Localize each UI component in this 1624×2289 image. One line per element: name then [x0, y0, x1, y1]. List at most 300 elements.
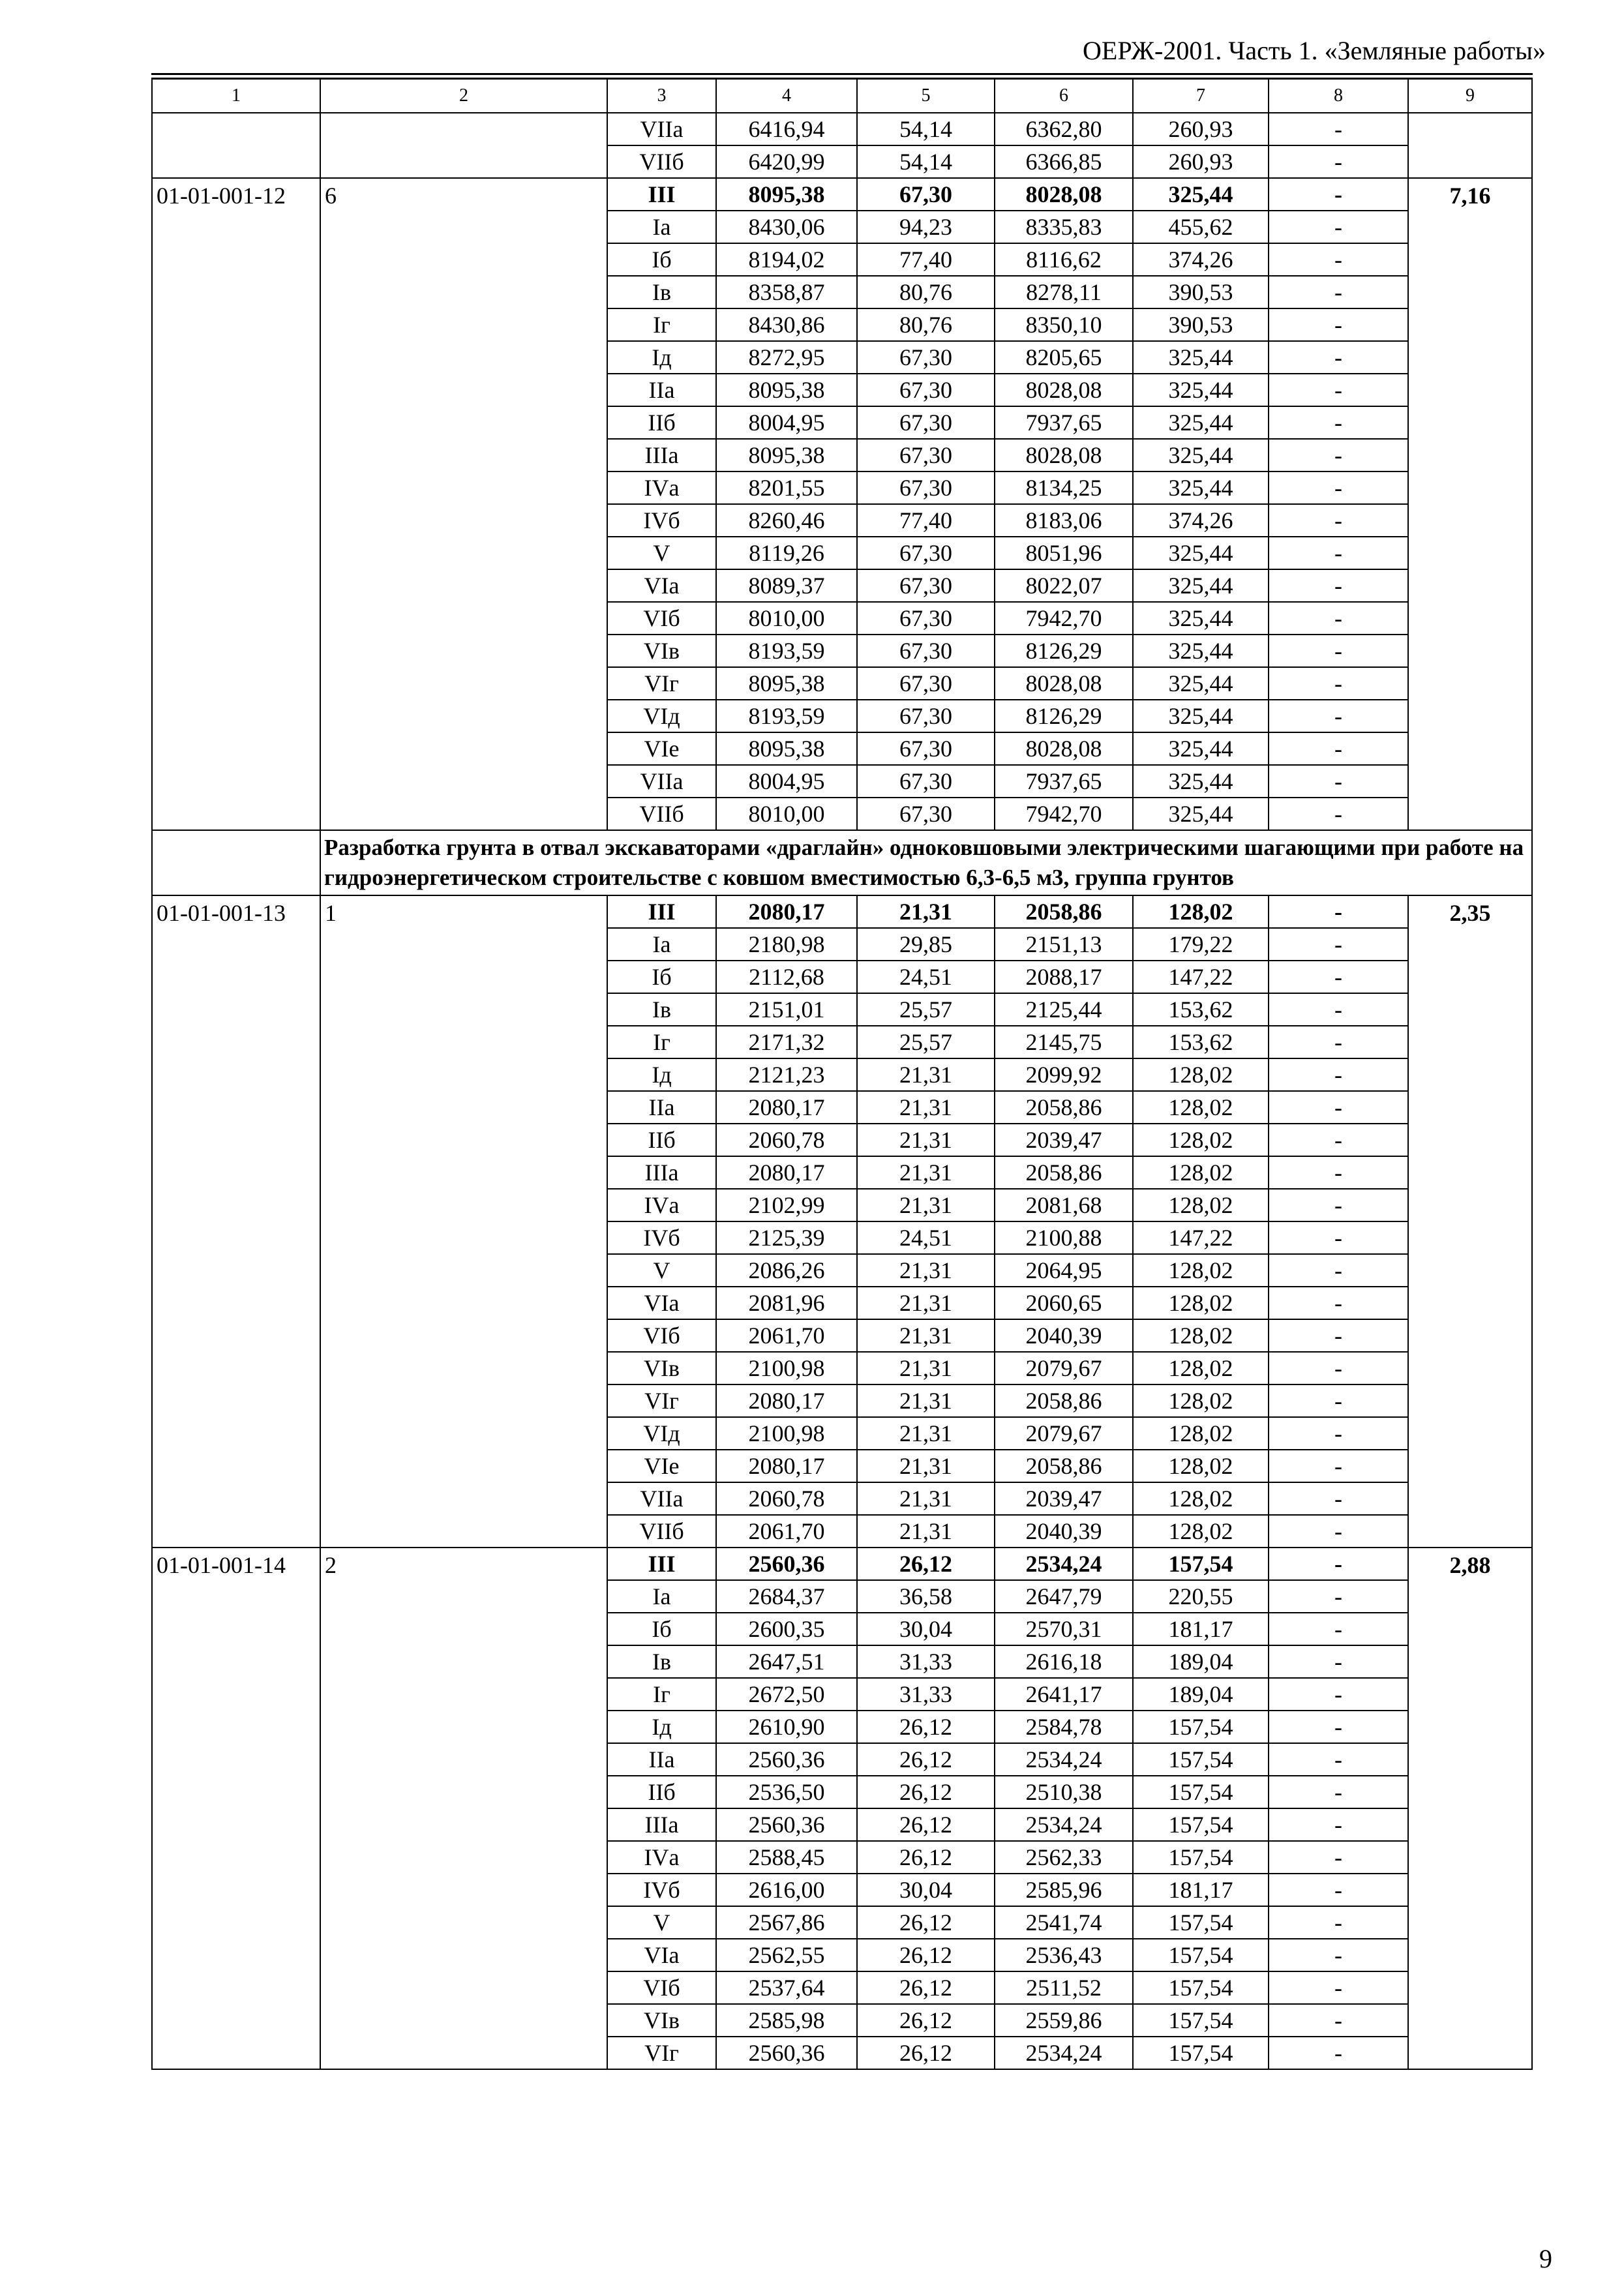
materials-cell: -: [1269, 1580, 1408, 1613]
labor-wages-cell: 67,30: [857, 537, 995, 569]
materials-cell: -: [1269, 1352, 1408, 1384]
labor-wages-cell: 21,31: [857, 1482, 995, 1515]
direct-cost-cell: 8119,26: [716, 537, 857, 569]
direct-cost-cell: 2080,17: [716, 1450, 857, 1482]
machine-cost-cell: 8022,07: [995, 569, 1133, 602]
materials-cell: -: [1269, 243, 1408, 276]
materials-cell: -: [1269, 113, 1408, 145]
soil-group-cell: IIа: [607, 374, 716, 406]
direct-cost-cell: 2600,35: [716, 1613, 857, 1645]
soil-group-cell: Iа: [607, 928, 716, 961]
materials-cell: -: [1269, 1384, 1408, 1417]
operator-wages-cell: 220,55: [1133, 1580, 1269, 1613]
operator-wages-cell: 147,22: [1133, 961, 1269, 993]
labor-wages-cell: 24,51: [857, 961, 995, 993]
operator-wages-cell: 260,93: [1133, 113, 1269, 145]
labor-wages-cell: 21,31: [857, 1384, 995, 1417]
labor-wages-cell: 26,12: [857, 1906, 995, 1939]
direct-cost-cell: 2151,01: [716, 993, 857, 1026]
labor-hours: [1408, 113, 1532, 178]
rate-code: 01-01-001-14: [152, 1548, 320, 2069]
operator-wages-cell: 325,44: [1133, 798, 1269, 830]
soil-group-cell: VIд: [607, 1417, 716, 1450]
operator-wages-cell: 157,54: [1133, 1939, 1269, 1971]
machine-cost-cell: 2058,86: [995, 1091, 1133, 1124]
soil-group-cell: VIIа: [607, 765, 716, 798]
materials-cell: -: [1269, 471, 1408, 504]
operator-wages-cell: 325,44: [1133, 635, 1269, 667]
soil-group-cell: VIа: [607, 1287, 716, 1319]
direct-cost-cell: 2081,96: [716, 1287, 857, 1319]
materials-cell: -: [1269, 178, 1408, 211]
machine-cost-cell: 7942,70: [995, 602, 1133, 635]
labor-wages-cell: 21,31: [857, 1058, 995, 1091]
direct-cost-cell: 8095,38: [716, 439, 857, 471]
rate-code: 01-01-001-12: [152, 178, 320, 830]
labor-wages-cell: 31,33: [857, 1645, 995, 1678]
operator-wages-cell: 325,44: [1133, 439, 1269, 471]
machine-cost-cell: 2099,92: [995, 1058, 1133, 1091]
soil-group-cell: VIа: [607, 1939, 716, 1971]
column-number: 3: [607, 79, 716, 113]
operator-wages-cell: 157,54: [1133, 1808, 1269, 1841]
operator-wages-cell: 325,44: [1133, 765, 1269, 798]
soil-group-cell: Iг: [607, 1026, 716, 1058]
direct-cost-cell: 2616,00: [716, 1874, 857, 1906]
machine-cost-cell: 2534,24: [995, 1808, 1133, 1841]
operator-wages-cell: 325,44: [1133, 700, 1269, 732]
labor-wages-cell: 21,31: [857, 1417, 995, 1450]
materials-cell: -: [1269, 1450, 1408, 1482]
machine-cost-cell: 2570,31: [995, 1613, 1133, 1645]
column-number: 8: [1269, 79, 1408, 113]
machine-cost-cell: 8028,08: [995, 439, 1133, 471]
direct-cost-cell: 8095,38: [716, 667, 857, 700]
table-row: [152, 113, 1532, 145]
machine-cost-cell: 2064,95: [995, 1254, 1133, 1287]
operator-wages-cell: 157,54: [1133, 1841, 1269, 1874]
operator-wages-cell: 390,53: [1133, 308, 1269, 341]
direct-cost-cell: 8095,38: [716, 178, 857, 211]
machine-cost-cell: 2559,86: [995, 2004, 1133, 2037]
column-number: 2: [320, 79, 607, 113]
machine-cost-cell: 7937,65: [995, 765, 1133, 798]
operator-wages-cell: 128,02: [1133, 1515, 1269, 1548]
rate-code: [152, 113, 320, 178]
table-row: [152, 178, 1532, 211]
direct-cost-cell: 2080,17: [716, 1384, 857, 1417]
materials-cell: -: [1269, 1548, 1408, 1580]
soil-group-cell: Iд: [607, 1058, 716, 1091]
soil-group-cell: V: [607, 1254, 716, 1287]
soil-group-cell: VIб: [607, 1971, 716, 2004]
direct-cost-cell: 2560,36: [716, 1548, 857, 1580]
labor-wages-cell: 21,31: [857, 1189, 995, 1221]
labor-hours: 2,35: [1408, 895, 1532, 1548]
machine-cost-cell: 8278,11: [995, 276, 1133, 308]
labor-wages-cell: 26,12: [857, 1776, 995, 1808]
machine-cost-cell: 2584,78: [995, 1711, 1133, 1743]
labor-wages-cell: 25,57: [857, 1026, 995, 1058]
materials-cell: -: [1269, 276, 1408, 308]
labor-wages-cell: 80,76: [857, 308, 995, 341]
operator-wages-cell: 189,04: [1133, 1645, 1269, 1678]
header-rule: [151, 73, 1533, 75]
machine-cost-cell: 8126,29: [995, 635, 1133, 667]
direct-cost-cell: 2061,70: [716, 1319, 857, 1352]
direct-cost-cell: 2102,99: [716, 1189, 857, 1221]
direct-cost-cell: 2121,23: [716, 1058, 857, 1091]
direct-cost-cell: 2536,50: [716, 1776, 857, 1808]
soil-group-cell: VIе: [607, 732, 716, 765]
machine-cost-cell: 2541,74: [995, 1906, 1133, 1939]
table-row: [152, 1548, 1532, 1580]
materials-cell: -: [1269, 1156, 1408, 1189]
direct-cost-cell: 8194,02: [716, 243, 857, 276]
labor-wages-cell: 67,30: [857, 602, 995, 635]
direct-cost-cell: 2647,51: [716, 1645, 857, 1678]
machine-cost-cell: 2647,79: [995, 1580, 1133, 1613]
soil-group-cell: IVа: [607, 1189, 716, 1221]
operator-wages-cell: 374,26: [1133, 243, 1269, 276]
machine-cost-cell: 2040,39: [995, 1515, 1133, 1548]
operator-wages-cell: 157,54: [1133, 1711, 1269, 1743]
direct-cost-cell: 2684,37: [716, 1580, 857, 1613]
direct-cost-cell: 2060,78: [716, 1124, 857, 1156]
table-body: [152, 79, 1532, 2069]
machine-cost-cell: 8134,25: [995, 471, 1133, 504]
labor-wages-cell: 26,12: [857, 1808, 995, 1841]
operator-wages-cell: 153,62: [1133, 1026, 1269, 1058]
operator-wages-cell: 157,54: [1133, 1548, 1269, 1580]
materials-cell: -: [1269, 1124, 1408, 1156]
labor-wages-cell: 67,30: [857, 471, 995, 504]
labor-wages-cell: 30,04: [857, 1613, 995, 1645]
machine-cost-cell: 8028,08: [995, 732, 1133, 765]
labor-wages-cell: 26,12: [857, 1971, 995, 2004]
materials-cell: -: [1269, 1091, 1408, 1124]
direct-cost-cell: 8010,00: [716, 602, 857, 635]
machine-cost-cell: 2058,86: [995, 895, 1133, 928]
soil-group-cell: VIг: [607, 2037, 716, 2069]
labor-wages-cell: 26,12: [857, 1743, 995, 1776]
materials-cell: -: [1269, 602, 1408, 635]
operator-wages-cell: 325,44: [1133, 732, 1269, 765]
operator-wages-cell: 189,04: [1133, 1678, 1269, 1711]
operator-wages-cell: 157,54: [1133, 1743, 1269, 1776]
labor-wages-cell: 77,40: [857, 243, 995, 276]
machine-cost-cell: 2039,47: [995, 1482, 1133, 1515]
operator-wages-cell: 128,02: [1133, 1384, 1269, 1417]
direct-cost-cell: 2537,64: [716, 1971, 857, 2004]
operator-wages-cell: 128,02: [1133, 1482, 1269, 1515]
machine-cost-cell: 2534,24: [995, 1743, 1133, 1776]
soil-group-cell: VIIб: [607, 798, 716, 830]
soil-group-cell: IVб: [607, 504, 716, 537]
operator-wages-cell: 325,44: [1133, 374, 1269, 406]
soil-group-cell: Iг: [607, 308, 716, 341]
materials-cell: -: [1269, 1906, 1408, 1939]
machine-cost-cell: 7942,70: [995, 798, 1133, 830]
materials-cell: -: [1269, 2037, 1408, 2069]
machine-cost-cell: 2511,52: [995, 1971, 1133, 2004]
page-number: 9: [1539, 2244, 1552, 2273]
materials-cell: -: [1269, 798, 1408, 830]
materials-cell: -: [1269, 1058, 1408, 1091]
direct-cost-cell: 2180,98: [716, 928, 857, 961]
soil-group-cell: VIIб: [607, 1515, 716, 1548]
soil-group-cell: IVб: [607, 1221, 716, 1254]
labor-wages-cell: 26,12: [857, 1548, 995, 1580]
soil-group-cell: VIб: [607, 602, 716, 635]
labor-wages-cell: 26,12: [857, 2004, 995, 2037]
labor-hours: 7,16: [1408, 178, 1532, 830]
machine-cost-cell: 8350,10: [995, 308, 1133, 341]
soil-group-cell: VIб: [607, 1319, 716, 1352]
soil-group-cell: IIIа: [607, 439, 716, 471]
labor-wages-cell: 67,30: [857, 341, 995, 374]
soil-group-cell: Iб: [607, 1613, 716, 1645]
column-number: 5: [857, 79, 995, 113]
direct-cost-cell: 2061,70: [716, 1515, 857, 1548]
soil-group-cell: VIе: [607, 1450, 716, 1482]
rate-code: 01-01-001-13: [152, 895, 320, 1548]
operator-wages-cell: 128,02: [1133, 1189, 1269, 1221]
operator-wages-cell: 181,17: [1133, 1613, 1269, 1645]
materials-cell: -: [1269, 1417, 1408, 1450]
direct-cost-cell: 8201,55: [716, 471, 857, 504]
operator-wages-cell: 157,54: [1133, 1776, 1269, 1808]
item-number: 1: [320, 895, 607, 1548]
materials-cell: -: [1269, 211, 1408, 243]
direct-cost-cell: 2672,50: [716, 1678, 857, 1711]
operator-wages-cell: 325,44: [1133, 537, 1269, 569]
operator-wages-cell: 325,44: [1133, 471, 1269, 504]
labor-wages-cell: 67,30: [857, 439, 995, 471]
materials-cell: -: [1269, 1874, 1408, 1906]
direct-cost-cell: 8260,46: [716, 504, 857, 537]
operator-wages-cell: 325,44: [1133, 602, 1269, 635]
labor-wages-cell: 21,31: [857, 1319, 995, 1352]
machine-cost-cell: 2079,67: [995, 1417, 1133, 1450]
materials-cell: -: [1269, 504, 1408, 537]
direct-cost-cell: 2171,32: [716, 1026, 857, 1058]
materials-cell: -: [1269, 895, 1408, 928]
direct-cost-cell: 2100,98: [716, 1417, 857, 1450]
direct-cost-cell: 6420,99: [716, 145, 857, 178]
direct-cost-cell: 8095,38: [716, 732, 857, 765]
machine-cost-cell: 8183,06: [995, 504, 1133, 537]
machine-cost-cell: 2058,86: [995, 1450, 1133, 1482]
direct-cost-cell: 2560,36: [716, 1743, 857, 1776]
soil-group-cell: Iв: [607, 276, 716, 308]
soil-group-cell: III: [607, 1548, 716, 1580]
direct-cost-cell: 8010,00: [716, 798, 857, 830]
machine-cost-cell: 2125,44: [995, 993, 1133, 1026]
column-number: 9: [1408, 79, 1532, 113]
labor-wages-cell: 26,12: [857, 1841, 995, 1874]
machine-cost-cell: 2641,17: [995, 1678, 1133, 1711]
machine-cost-cell: 2058,86: [995, 1384, 1133, 1417]
direct-cost-cell: 8272,95: [716, 341, 857, 374]
machine-cost-cell: 2079,67: [995, 1352, 1133, 1384]
materials-cell: -: [1269, 374, 1408, 406]
labor-wages-cell: 21,31: [857, 1156, 995, 1189]
labor-wages-cell: 67,30: [857, 178, 995, 211]
labor-wages-cell: 21,31: [857, 1254, 995, 1287]
direct-cost-cell: 8004,95: [716, 765, 857, 798]
machine-cost-cell: 8051,96: [995, 537, 1133, 569]
soil-group-cell: V: [607, 537, 716, 569]
labor-wages-cell: 67,30: [857, 732, 995, 765]
soil-group-cell: VIг: [607, 667, 716, 700]
operator-wages-cell: 325,44: [1133, 667, 1269, 700]
soil-group-cell: IIа: [607, 1743, 716, 1776]
machine-cost-cell: 2088,17: [995, 961, 1133, 993]
soil-group-cell: Iв: [607, 993, 716, 1026]
operator-wages-cell: 128,02: [1133, 1417, 1269, 1450]
operator-wages-cell: 128,02: [1133, 1058, 1269, 1091]
materials-cell: -: [1269, 439, 1408, 471]
soil-group-cell: V: [607, 1906, 716, 1939]
labor-wages-cell: 67,30: [857, 374, 995, 406]
machine-cost-cell: 2060,65: [995, 1287, 1133, 1319]
direct-cost-cell: 2060,78: [716, 1482, 857, 1515]
soil-group-cell: VIIа: [607, 113, 716, 145]
materials-cell: -: [1269, 1319, 1408, 1352]
direct-cost-cell: 8193,59: [716, 700, 857, 732]
labor-wages-cell: 36,58: [857, 1580, 995, 1613]
section-row: [152, 830, 1532, 895]
materials-cell: -: [1269, 1026, 1408, 1058]
materials-cell: -: [1269, 1808, 1408, 1841]
operator-wages-cell: 260,93: [1133, 145, 1269, 178]
machine-cost-cell: 2534,24: [995, 2037, 1133, 2069]
soil-group-cell: III: [607, 178, 716, 211]
machine-cost-cell: 2040,39: [995, 1319, 1133, 1352]
resource-table: [151, 78, 1533, 2070]
materials-cell: -: [1269, 308, 1408, 341]
soil-group-cell: VIг: [607, 1384, 716, 1417]
soil-group-cell: VIд: [607, 700, 716, 732]
labor-wages-cell: 67,30: [857, 700, 995, 732]
soil-group-cell: VIв: [607, 635, 716, 667]
labor-wages-cell: 21,31: [857, 1287, 995, 1319]
machine-cost-cell: 2100,88: [995, 1221, 1133, 1254]
labor-wages-cell: 67,30: [857, 667, 995, 700]
machine-cost-cell: 2039,47: [995, 1124, 1133, 1156]
operator-wages-cell: 128,02: [1133, 895, 1269, 928]
labor-wages-cell: 31,33: [857, 1678, 995, 1711]
operator-wages-cell: 128,02: [1133, 1287, 1269, 1319]
direct-cost-cell: 8430,06: [716, 211, 857, 243]
machine-cost-cell: 8205,65: [995, 341, 1133, 374]
direct-cost-cell: 2567,86: [716, 1906, 857, 1939]
materials-cell: -: [1269, 732, 1408, 765]
machine-cost-cell: 2616,18: [995, 1645, 1133, 1678]
operator-wages-cell: 157,54: [1133, 2004, 1269, 2037]
soil-group-cell: Iд: [607, 1711, 716, 1743]
labor-wages-cell: 21,31: [857, 1450, 995, 1482]
direct-cost-cell: 8095,38: [716, 374, 857, 406]
operator-wages-cell: 157,54: [1133, 2037, 1269, 2069]
operator-wages-cell: 325,44: [1133, 178, 1269, 211]
direct-cost-cell: 2588,45: [716, 1841, 857, 1874]
operator-wages-cell: 128,02: [1133, 1091, 1269, 1124]
machine-cost-cell: 2536,43: [995, 1939, 1133, 1971]
labor-wages-cell: 26,12: [857, 2037, 995, 2069]
materials-cell: -: [1269, 1254, 1408, 1287]
machine-cost-cell: 2151,13: [995, 928, 1133, 961]
soil-group-cell: Iа: [607, 211, 716, 243]
soil-group-cell: VIа: [607, 569, 716, 602]
machine-cost-cell: 8028,08: [995, 374, 1133, 406]
materials-cell: -: [1269, 1515, 1408, 1548]
materials-cell: -: [1269, 1939, 1408, 1971]
labor-wages-cell: 25,57: [857, 993, 995, 1026]
section-title: Разработка грунта в отвал экскаваторами «драглайн» одноковшовыми электрическими шагающими при работе на гидроэнергетическом строительстве с ковшом вместимостью 6,3-6,5 м3, группа грунтов: [320, 830, 1532, 895]
labor-wages-cell: 94,23: [857, 211, 995, 243]
direct-cost-cell: 2562,55: [716, 1939, 857, 1971]
labor-wages-cell: 67,30: [857, 765, 995, 798]
direct-cost-cell: 8193,59: [716, 635, 857, 667]
materials-cell: -: [1269, 1189, 1408, 1221]
direct-cost-cell: 2080,17: [716, 895, 857, 928]
machine-cost-cell: 7937,65: [995, 406, 1133, 439]
operator-wages-cell: 128,02: [1133, 1450, 1269, 1482]
item-number: 2: [320, 1548, 607, 2069]
item-number: 6: [320, 178, 607, 830]
soil-group-cell: VIIа: [607, 1482, 716, 1515]
direct-cost-cell: 2560,36: [716, 1808, 857, 1841]
machine-cost-cell: 2510,38: [995, 1776, 1133, 1808]
labor-wages-cell: 21,31: [857, 1352, 995, 1384]
direct-cost-cell: 2610,90: [716, 1711, 857, 1743]
machine-cost-cell: 2585,96: [995, 1874, 1133, 1906]
machine-cost-cell: 8116,62: [995, 243, 1133, 276]
operator-wages-cell: 157,54: [1133, 1906, 1269, 1939]
item-number: [320, 113, 607, 178]
materials-cell: -: [1269, 765, 1408, 798]
machine-cost-cell: 2058,86: [995, 1156, 1133, 1189]
operator-wages-cell: 325,44: [1133, 406, 1269, 439]
direct-cost-cell: 2585,98: [716, 2004, 857, 2037]
soil-group-cell: VIв: [607, 1352, 716, 1384]
materials-cell: -: [1269, 1613, 1408, 1645]
labor-wages-cell: 29,85: [857, 928, 995, 961]
machine-cost-cell: 8335,83: [995, 211, 1133, 243]
operator-wages-cell: 153,62: [1133, 993, 1269, 1026]
machine-cost-cell: 8126,29: [995, 700, 1133, 732]
page-header: ОЕРЖ-2001. Часть 1. «Земляные работы»: [1083, 36, 1546, 65]
labor-wages-cell: 54,14: [857, 113, 995, 145]
soil-group-cell: IIб: [607, 406, 716, 439]
operator-wages-cell: 128,02: [1133, 1254, 1269, 1287]
direct-cost-cell: 2080,17: [716, 1091, 857, 1124]
operator-wages-cell: 128,02: [1133, 1352, 1269, 1384]
machine-cost-cell: 2534,24: [995, 1548, 1133, 1580]
labor-wages-cell: 67,30: [857, 406, 995, 439]
machine-cost-cell: 8028,08: [995, 667, 1133, 700]
soil-group-cell: Iб: [607, 961, 716, 993]
soil-group-cell: Iа: [607, 1580, 716, 1613]
materials-cell: -: [1269, 993, 1408, 1026]
direct-cost-cell: 8358,87: [716, 276, 857, 308]
direct-cost-cell: 2560,36: [716, 2037, 857, 2069]
labor-wages-cell: 80,76: [857, 276, 995, 308]
operator-wages-cell: 157,54: [1133, 1971, 1269, 2004]
operator-wages-cell: 374,26: [1133, 504, 1269, 537]
